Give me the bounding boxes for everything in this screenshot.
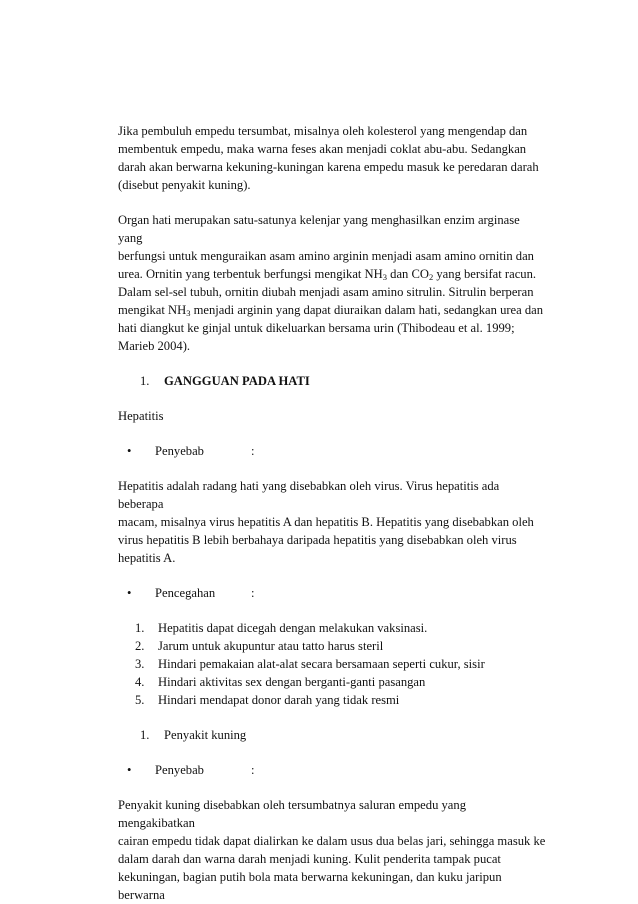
bullet-label: Penyebab (155, 444, 204, 458)
list-item (118, 673, 546, 691)
subscript: 3 (382, 272, 387, 282)
text-segment: yang bersifat racun. (433, 267, 537, 281)
bullet-icon: • (127, 444, 132, 458)
list-number: 4. (135, 675, 145, 689)
text-line: Hepatitis adalah radang hati yang disebabkan oleh virus. Virus hepatitis ada beberapa (118, 479, 500, 511)
text-line: Jika pembuluh empedu tersumbat, misalnya oleh kolesterol yang mengendap dan (118, 124, 528, 138)
list-number: 3. (135, 657, 145, 671)
list-item (118, 619, 546, 637)
list-text: Jarum untuk akupuntur atau tatto harus steril (158, 639, 384, 653)
text-line: virus hepatitis B lebih berbahaya daripada hepatitis yang disebabkan oleh virus (118, 533, 517, 547)
text-line: darah akan berwarna kekuning-kuningan karena empedu masuk ke peredaran darah (118, 160, 539, 174)
list-text: Hepatitis dapat dicegah dengan melakukan vaksinasi. (158, 621, 428, 635)
list-item (118, 637, 546, 655)
text-line: macam, misalnya virus hepatitis A dan hepatitis B. Hepatitis yang disebabkan oleh (118, 515, 534, 529)
section-title: Penyakit kuning (164, 728, 247, 742)
subscript: 3 (186, 308, 191, 318)
text-line: berfungsi untuk menguraikan asam amino arginin menjadi asam amino ornitin dan (118, 249, 534, 263)
bullet-colon: : (251, 763, 255, 777)
text-segment: menjadi arginin yang dapat diuraikan dalam hati, sedangkan urea dan (190, 303, 544, 317)
bullet-colon: : (251, 444, 255, 458)
text-line: dalam darah dan warna darah menjadi kuning. Kulit penderita tampak pucat (118, 852, 501, 866)
bullet-pencegahan (118, 584, 546, 602)
section-heading-gangguan (118, 372, 546, 390)
text-segment: mengikat NH (118, 303, 187, 317)
prevention-list (118, 619, 546, 709)
section-heading-kuning (118, 726, 546, 744)
paragraph-hepatitis (118, 477, 546, 567)
paragraph-organ-hati (118, 211, 546, 355)
text-line: membentuk empedu, maka warna feses akan menjadi coklat abu-abu. Sedangkan (118, 142, 527, 156)
subscript: 2 (428, 272, 434, 282)
text-line: hati diangkut ke ginjal untuk dikeluarkan bersama urin (Thibodeau et al. 1999; (118, 321, 515, 335)
bullet-colon: : (251, 586, 255, 600)
section-number: 1. (140, 728, 150, 742)
paragraph-empedu (118, 122, 546, 194)
bullet-icon: • (127, 586, 132, 600)
text-line: hepatitis A. (118, 551, 176, 565)
bullet-label: Penyebab (155, 763, 204, 777)
text-line: kekuningan, bagian putih bola mata berwarna kekuningan, dan kuku jaripun berwarna (118, 870, 502, 902)
text-line (118, 265, 546, 283)
list-text: Hindari pemakaian alat-alat secara bersamaan seperti cukur, sisir (158, 657, 485, 671)
list-text: Hindari aktivitas sex dengan berganti-ganti pasangan (158, 675, 426, 689)
list-number: 2. (135, 639, 145, 653)
bullet-penyebab-kuning (118, 761, 546, 779)
text-segment: urea. Ornitin yang terbentuk berfungsi mengikat NH (118, 267, 383, 281)
document-page (118, 122, 546, 904)
list-number: 1. (135, 621, 145, 635)
bullet-penyebab (118, 442, 546, 460)
text-line: cairan empedu tidak dapat dialirkan ke dalam usus dua belas jari, sehingga masuk ke (118, 834, 546, 848)
list-text: Hindari mendapat donor darah yang tidak resmi (158, 693, 400, 707)
text-line (118, 301, 546, 319)
paragraph-kuning (118, 796, 546, 904)
text-line: (disebut penyakit kuning). (118, 178, 251, 192)
text-line: Dalam sel-sel tubuh, ornitin diubah menjadi asam amino sitrulin. Sitrulin berperan (118, 285, 534, 299)
text-segment: dan CO (387, 267, 429, 281)
text-line: Organ hati merupakan satu-satunya kelenjar yang menghasilkan enzim arginase yang (118, 213, 520, 245)
list-number: 5. (135, 693, 145, 707)
list-item (118, 655, 546, 673)
text-line: Marieb 2004). (118, 339, 191, 353)
bullet-label: Pencegahan (155, 586, 216, 600)
text-line: Penyakit kuning disebabkan oleh tersumbatnya saluran empedu yang mengakibatkan (118, 798, 466, 830)
section-number: 1. (140, 374, 150, 388)
bullet-icon: • (127, 763, 132, 777)
subheading-hepatitis: Hepatitis (118, 409, 164, 423)
list-item (118, 691, 546, 709)
section-title: GANGGUAN PADA HATI (164, 374, 310, 388)
